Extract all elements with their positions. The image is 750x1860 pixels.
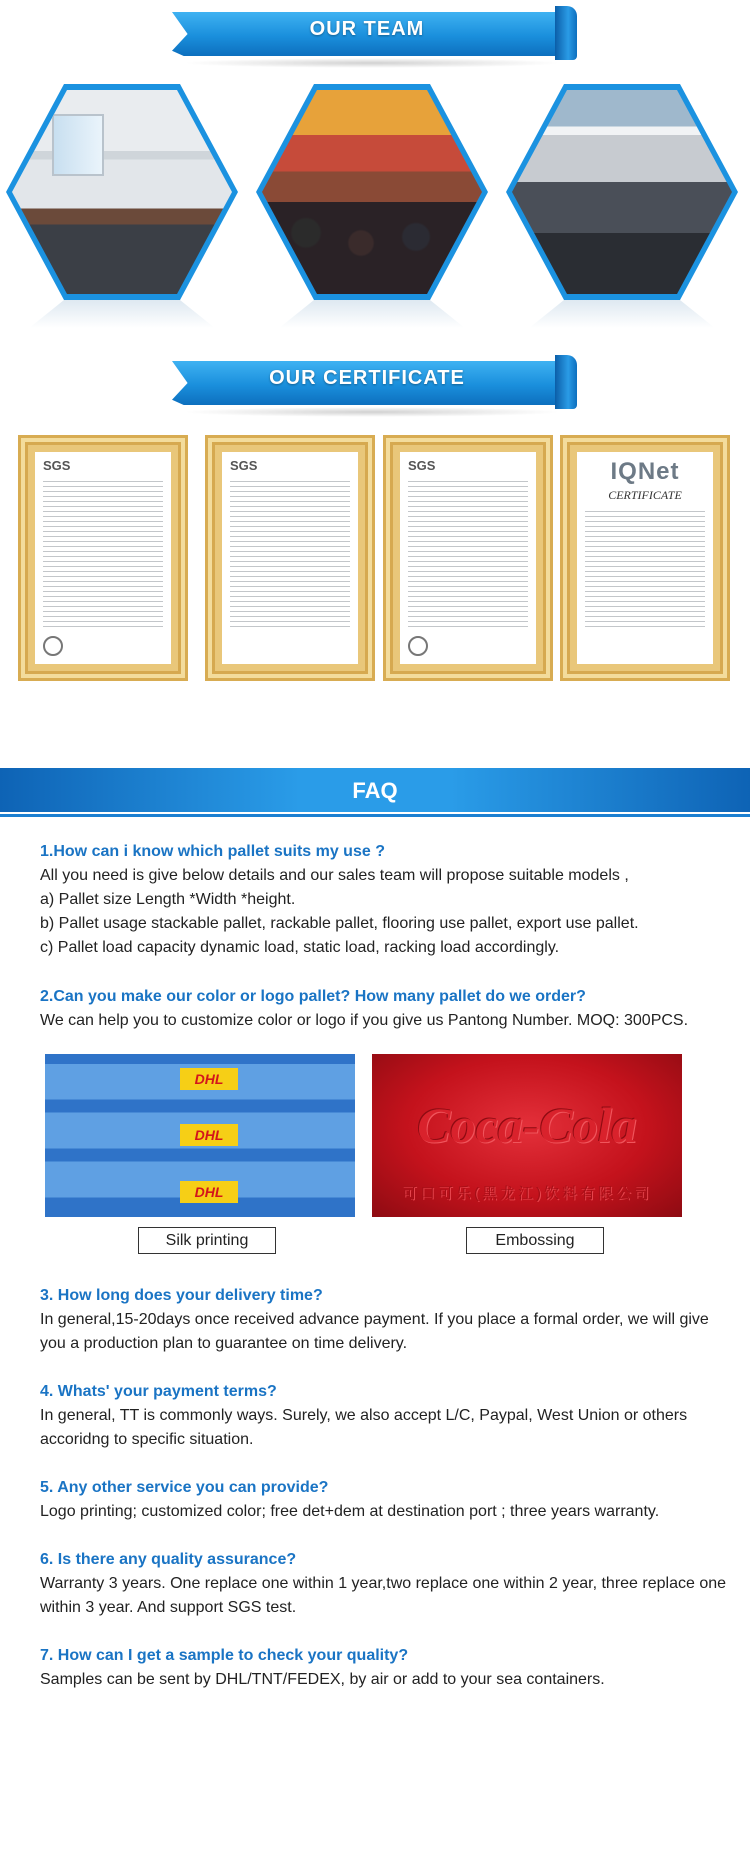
faq-answer: In general, TT is commonly ways. Surely, we also accept L/C, Paypal, West Union or others accoridng to specific situation. <box>40 1407 688 1448</box>
faq-answer: In general,15-20days once received advance payment. If you place a formal order, we will give you a production plan to guarantee on time delivery. <box>40 1311 709 1352</box>
faq-item-6 <box>40 1548 730 1620</box>
team-photo-reflection <box>256 300 488 328</box>
team-title: OUR TEAM <box>309 18 425 40</box>
emboss-company-text: 可口可乐(黑龙江)饮料有限公司 <box>402 1185 652 1202</box>
sgs-logo: SGS <box>43 458 71 473</box>
sgs-seal-icon <box>43 636 63 656</box>
certificate-sgs-2 <box>205 435 375 681</box>
faq-answer: We can help you to customize color or logo if you give us Pantong Number. MOQ: 300PCS. <box>40 1012 689 1029</box>
embossing-pallet-image <box>372 1054 682 1217</box>
team-photo-group <box>256 84 488 300</box>
certificate-title: OUR CERTIFICATE <box>269 367 465 389</box>
silk-printing-label: Silk printing <box>138 1227 276 1254</box>
certificate-sgs-3 <box>383 435 553 681</box>
faq-title: FAQ <box>352 778 398 803</box>
dhl-logo: DHL <box>180 1068 238 1090</box>
emboss-brand-text: Coca-Cola <box>417 1097 637 1153</box>
team-photo-conference <box>506 84 738 300</box>
embossing-label: Embossing <box>466 1227 604 1254</box>
faq-question: 1.How can i know which pallet suits my use ? <box>40 843 385 860</box>
faq-answer-c: c) Pallet load capacity dynamic load, static load, racking load accordingly. <box>40 939 560 956</box>
faq-divider <box>0 814 750 817</box>
faq-question: 5. Any other service you can provide? <box>40 1479 329 1496</box>
sgs-seal-icon <box>408 636 428 656</box>
faq-item-2 <box>40 985 730 1033</box>
faq-question: 2.Can you make our color or logo pallet? How many pallet do we order? <box>40 988 586 1005</box>
sgs-logo: SGS <box>408 458 436 473</box>
team-photo-reflection <box>6 300 238 328</box>
dhl-logo: DHL <box>180 1181 238 1203</box>
faq-question: 3. How long does your delivery time? <box>40 1287 323 1304</box>
team-photo-reflection <box>506 300 738 328</box>
faq-answer-b: b) Pallet usage stackable pallet, rackable pallet, flooring use pallet, export use pallet. <box>40 915 639 932</box>
certificate-iqnet <box>560 435 730 681</box>
team-ribbon <box>172 6 577 58</box>
dhl-logo: DHL <box>180 1124 238 1146</box>
faq-answer: Logo printing; customized color; free det+dem at destination port ; three years warranty. <box>40 1503 660 1520</box>
faq-item-5 <box>40 1476 730 1524</box>
faq-item-7 <box>40 1644 730 1692</box>
certificate-ribbon <box>172 355 577 407</box>
faq-question: 6. Is there any quality assurance? <box>40 1551 297 1568</box>
faq-item-4 <box>40 1380 730 1452</box>
faq-item-3 <box>40 1284 730 1356</box>
faq-answer: Warranty 3 years. One replace one within 1 year,two replace one within 2 year, three replace one within 3 year. And support SGS test. <box>40 1575 727 1616</box>
faq-answer: Samples can be sent by DHL/TNT/FEDEX, by air or add to your sea containers. <box>40 1671 605 1688</box>
team-photo-meeting <box>6 84 238 300</box>
certificate-heading: CERTIFICATE <box>608 488 682 502</box>
faq-item-1 <box>40 840 730 960</box>
sgs-logo: SGS <box>230 458 258 473</box>
certificate-sgs-1 <box>18 435 188 681</box>
faq-banner <box>0 768 750 812</box>
faq-answer: All you need is give below details and our sales team will propose suitable models , <box>40 867 629 884</box>
iqnet-logo: IQNet <box>610 458 680 485</box>
faq-question: 4. Whats' your payment terms? <box>40 1383 277 1400</box>
faq-question: 7. How can I get a sample to check your quality? <box>40 1647 409 1664</box>
faq-answer-a: a) Pallet size Length *Width *height. <box>40 891 296 908</box>
silk-printing-pallet-image <box>45 1054 355 1217</box>
